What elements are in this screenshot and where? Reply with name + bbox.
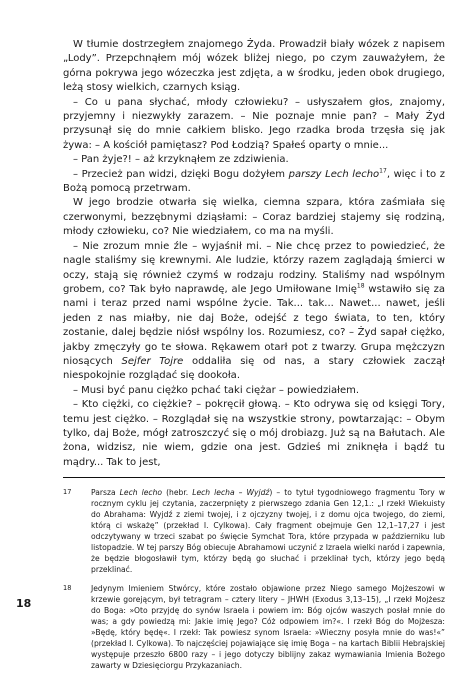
footnote-separator (63, 477, 445, 478)
footnote (63, 487, 445, 575)
footnote-text (91, 487, 445, 575)
italic-text: parszy Lech lecho (288, 168, 380, 180)
page-number: 18 (16, 597, 32, 610)
paragraph (63, 240, 445, 384)
text-run: wstawiło się za nami i teraz przed nami wspólne życie. Tak... tak... Nawet... nawet, jeśli jeden z nas miałby, nie daj Boże, odejść z tego świata, to ten, który zostanie, dalej będzie niósł wspólny los. Rozumiesz, co? – Żyd sapał ciężko, jakby zmęczyły go te słowa. Rękawem otarł pot z twarzy. Grupa mężczyzn niosących (63, 283, 445, 367)
italic-text: Sejfer Tojre (121, 355, 184, 367)
paragraph (63, 96, 445, 154)
footnotes (63, 487, 445, 679)
footnote-number: 18 (63, 584, 72, 592)
footnote (63, 583, 445, 671)
text-run: ) – to tytuł tygodniowego fragmentu Tory w rocznym cyklu jej czytania, zaczerpnięty z pierwszego zdania Gen 12,1.: „I rzekł Wiekuisty do Abrahama: Wyjdź z ziemi twojej, i z ojczyzny twojej, i z domu ojca twojego, do ziemi, którą ci wskażę” (przekład I. Cylkowa). Cały fragment obejmuje Gen 12,1–17,27 i jest odczytywany w trzeci szabat po święcie Symchat Tora, które przypada w październiku lub listopadzie. W tej parszy Bóg obiecuje Abrahamowi uczynić z Izraela wielki naród i zapewnia, że będzie błogosławił tym, którzy będą go słuchać i przeklinał tych, którzy jego będą przeklinać. (91, 488, 445, 574)
paragraph (63, 38, 445, 96)
footnote-number: 17 (63, 488, 72, 496)
paragraph (63, 153, 445, 167)
paragraph (63, 168, 445, 197)
text-run: – Nie zrozum mnie źle – wyjaśnił mi. – Nie chcę przez to powiedzieć, że nagle staliśmy się krewnymi. Ale ludzie, którzy razem zaglądają śmierci w oczy, stają się również czymś w rodzaju rodziny. Staliśmy nad wspólnym grobem, co? Tak było naprawdę, ale Jego Umiłowane Imię (63, 240, 445, 295)
main-text (63, 38, 445, 470)
text-run: – Przecież pan widzi, dzięki Bogu dożyłem (73, 168, 289, 180)
text-run: W jego brodzie otwarła się wielka, ciemna szpara, która zaśmiała się czerwonymi, bezzębnymi dziąsłami: – Coraz bardziej stajemy się rodziną, młody człowieku, co? Nie wiedziałem, co ma na myśli. (63, 197, 445, 238)
text-run: W tłumie dostrzegłem znajomego Żyda. Prowadził biały wózek z napisem „Lody”. Przepchnąłem mój wózek bliżej niego, po czym zauważyłem, że górna pokrywa jego wózeczka jest zdjęta, a w środku, jeden obok drugiego, leżą stosy wielkich, czarnych ksiąg. (63, 39, 445, 94)
text-run: – Co u pana słychać, młody człowieku? – usłyszałem głos, znajomy, przyjemny i niezwykły zarazem. – Nie poznaje mnie pan? – Mały Żyd przysunął się do mnie całkiem blisko. Jego rzadka broda trzęsła się jak żywa: – A kościół pamiętasz? Pod Łodzią? Spałeś oparty o mnie... (63, 96, 445, 151)
footnote-text (91, 583, 445, 671)
text-run: , więc i to z Bożą pomocą przetrwam. (63, 168, 446, 195)
text-run: oddaliła się od nas, a stary człowiek zaczął niespokojnie rozglądać się dookoła. (63, 355, 445, 382)
paragraph (63, 196, 445, 239)
text-run: – Pan żyje?! – aż krzyknąłem ze zdziwienia. (73, 154, 289, 166)
text-run: (hebr. (162, 488, 193, 497)
text-run: – Kto ciężki, co ciężkie? – pokręcił głową. – Kto odrywa się od księgi Tory, temu jest ciężko. – Rozglądał się na wszystkie strony, powtarzając: – Obym tylko, daj Boże, mógł zatroszczyć się o mój drobiazg. Już są na Bałutach. Ale żona, widzisz, nie wiem, gdzie ona jest. Gdzieś mi zniknęła i bądź tu mądry... Tak to jest, (63, 399, 445, 468)
text-run: Jedynym Imieniem Stwórcy, które zostało objawione przez Niego samego Mojżeszowi w krzewie gorejącym, był tetragram – cztery litery – JHWH (Exodus 3,13–15), „I rzekł Mojżesz do Boga: »Oto przyjdę do synów Israela i powiem im: Bóg ojców waszych posłał mnie do was; a gdy powiedzą mi: Jakie imię Jego? Cóż odpowiem im?«. I rzekł Bóg do Mojżesza: »Będę, który będę«. I rzekł: Tak powiesz synom Israela: »Wieczny posyła mnie do was!«” (przekład I. Cylkowa). To najczęściej pojawiające się imię Boga – na kartach Biblii Hebrajskiej występuje przeszło 6800 razy – i jego dotyczy biblijny zakaz wymawiania Imienia Bożego zawarty w Dziesięciorgu Przykazaniach. (91, 584, 445, 670)
italic-text: Lech lecho (119, 488, 163, 497)
text-run: – Musi być panu ciężko pchać taki ciężar – powiedziałem. (73, 384, 360, 396)
footnote-ref: 17 (379, 167, 387, 175)
footnote-ref: 18 (356, 282, 365, 290)
italic-text: Lech lecha – Wyjdź (192, 488, 270, 497)
paragraph (63, 398, 445, 470)
paragraph (63, 384, 445, 398)
text-run: Parsza (91, 488, 120, 497)
